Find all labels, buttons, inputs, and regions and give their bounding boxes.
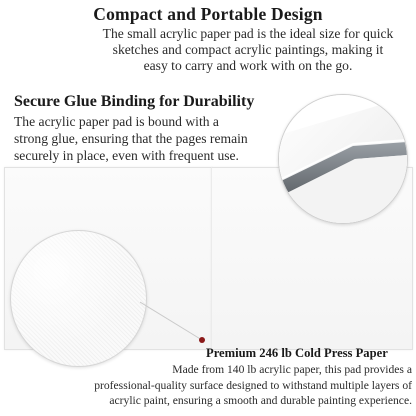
cold-press-paper-heading: Premium 246 lb Cold Press Paper <box>206 346 388 360</box>
compact-design-description: The small acrylic paper pad is the ideal size for quick sketches and compact acrylic paintings, making it easy to carry and work with on the go. <box>102 26 394 73</box>
binding-closeup-image <box>278 94 408 224</box>
paper-texture-closeup-image <box>10 230 147 367</box>
glue-binding-heading: Secure Glue Binding for Durability <box>14 93 255 110</box>
callout-line <box>140 302 202 340</box>
compact-design-heading: Compact and Portable Design <box>93 4 323 24</box>
glue-binding-description: The acrylic paper pad is bound with a strong glue, ensuring that the pages remain securely in place, even with frequent use. <box>14 114 248 163</box>
cold-press-paper-description: Made from 140 lb acrylic paper, this pad provides a professional-quality surface designed to withstand multiple layers of acrylic paint, ensuring a smooth and durable painting experience. <box>94 363 412 407</box>
binding-closeup-graphic <box>279 95 407 223</box>
callout-connector <box>140 300 210 350</box>
callout-dot <box>199 337 205 343</box>
